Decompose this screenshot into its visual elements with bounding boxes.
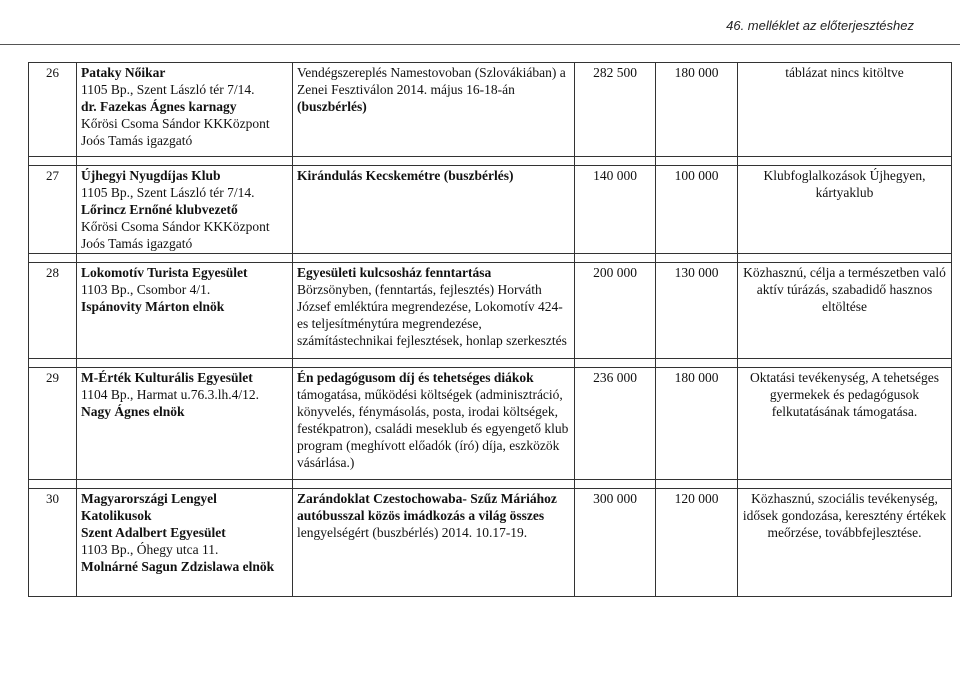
purpose-cell: Kirándulás Kecskemétre (buszbérlés)	[293, 166, 575, 254]
organization-cell: M-Érték Kulturális Egyesület 1104 Bp., Harmat u.76.3.lh.4/12. Nagy Ágnes elnök	[77, 368, 293, 480]
row-number: 29	[29, 368, 77, 480]
note-cell: Klubfoglalkozások Újhegyen, kártyaklub	[738, 166, 952, 254]
requested-amount: 236 000	[575, 368, 656, 480]
note-cell: Közhasznú, célja a természetben való aktív túrázás, szabadidő hasznos eltöltése	[738, 263, 952, 359]
table-row	[29, 489, 952, 597]
table-row	[29, 166, 952, 254]
note-cell: táblázat nincs kitöltve	[738, 63, 952, 157]
purpose-cell: Zarándoklat Czestochowaba- Szűz Máriához autóbusszal közös imádkozás a világ összes lengyelségért (buszbérlés) 2014. 10.17-19.	[293, 489, 575, 597]
row-number: 26	[29, 63, 77, 157]
granted-amount: 180 000	[656, 368, 738, 480]
granted-amount: 130 000	[656, 263, 738, 359]
table-row	[29, 63, 952, 157]
granted-amount: 100 000	[656, 166, 738, 254]
row-number: 30	[29, 489, 77, 597]
purpose-cell: Vendégszereplés Namestovoban (Szlovákiában) a Zenei Fesztiválon 2014. május 16-18-án (buszbérlés)	[293, 63, 575, 157]
requested-amount: 282 500	[575, 63, 656, 157]
table-row	[29, 368, 952, 480]
grant-table	[28, 62, 952, 597]
organization-cell: Magyarországi Lengyel Katolikusok Szent Adalbert Egyesület 1103 Bp., Óhegy utca 11. Molnárné Sagun Zdzislawa elnök	[77, 489, 293, 597]
table-row	[29, 263, 952, 359]
page-header: 46. melléklet az előterjesztéshez	[726, 18, 914, 33]
purpose-cell: Én pedagógusom díj és tehetséges diákok támogatása, működési költségek (adminisztráció, könyvelés, fénymásolás, posta, irodai költségek, festékpatron), családi meseklub és egyengető klub program (meghívott előadók (író) díja, eszközök vásárlása.)	[293, 368, 575, 480]
organization-cell: Lokomotív Turista Egyesület 1103 Bp., Csombor 4/1. Ispánovity Márton elnök	[77, 263, 293, 359]
row-number: 27	[29, 166, 77, 254]
note-cell: Közhasznú, szociális tevékenység, idősek gondozása, keresztény értékek meőrzése, továbbfejlesztése.	[738, 489, 952, 597]
purpose-cell: Egyesületi kulcsosház fenntartása Börzsönyben, (fenntartás, fejlesztés) Horváth József emléktúra megrendezése, Lokomotív 424- es teljesítménytúra megrendezése, számítástechnikai fejlesztések, honlap szerkesztés	[293, 263, 575, 359]
requested-amount: 140 000	[575, 166, 656, 254]
requested-amount: 300 000	[575, 489, 656, 597]
note-cell: Oktatási tevékenység, A tehetséges gyermekek és pedagógusok felkutatásának támogatása.	[738, 368, 952, 480]
granted-amount: 120 000	[656, 489, 738, 597]
requested-amount: 200 000	[575, 263, 656, 359]
organization-cell: Újhegyi Nyugdíjas Klub 1105 Bp., Szent László tér 7/14. Lőrincz Ernőné klubvezető Kőrösi Csoma Sándor KKKözpont Joós Tamás igazgató	[77, 166, 293, 254]
header-divider	[0, 44, 960, 45]
granted-amount: 180 000	[656, 63, 738, 157]
row-number: 28	[29, 263, 77, 359]
organization-cell: Pataky Nőikar 1105 Bp., Szent László tér 7/14. dr. Fazekas Ágnes karnagy Kőrösi Csoma Sándor KKKözpont Joós Tamás igazgató	[77, 63, 293, 157]
